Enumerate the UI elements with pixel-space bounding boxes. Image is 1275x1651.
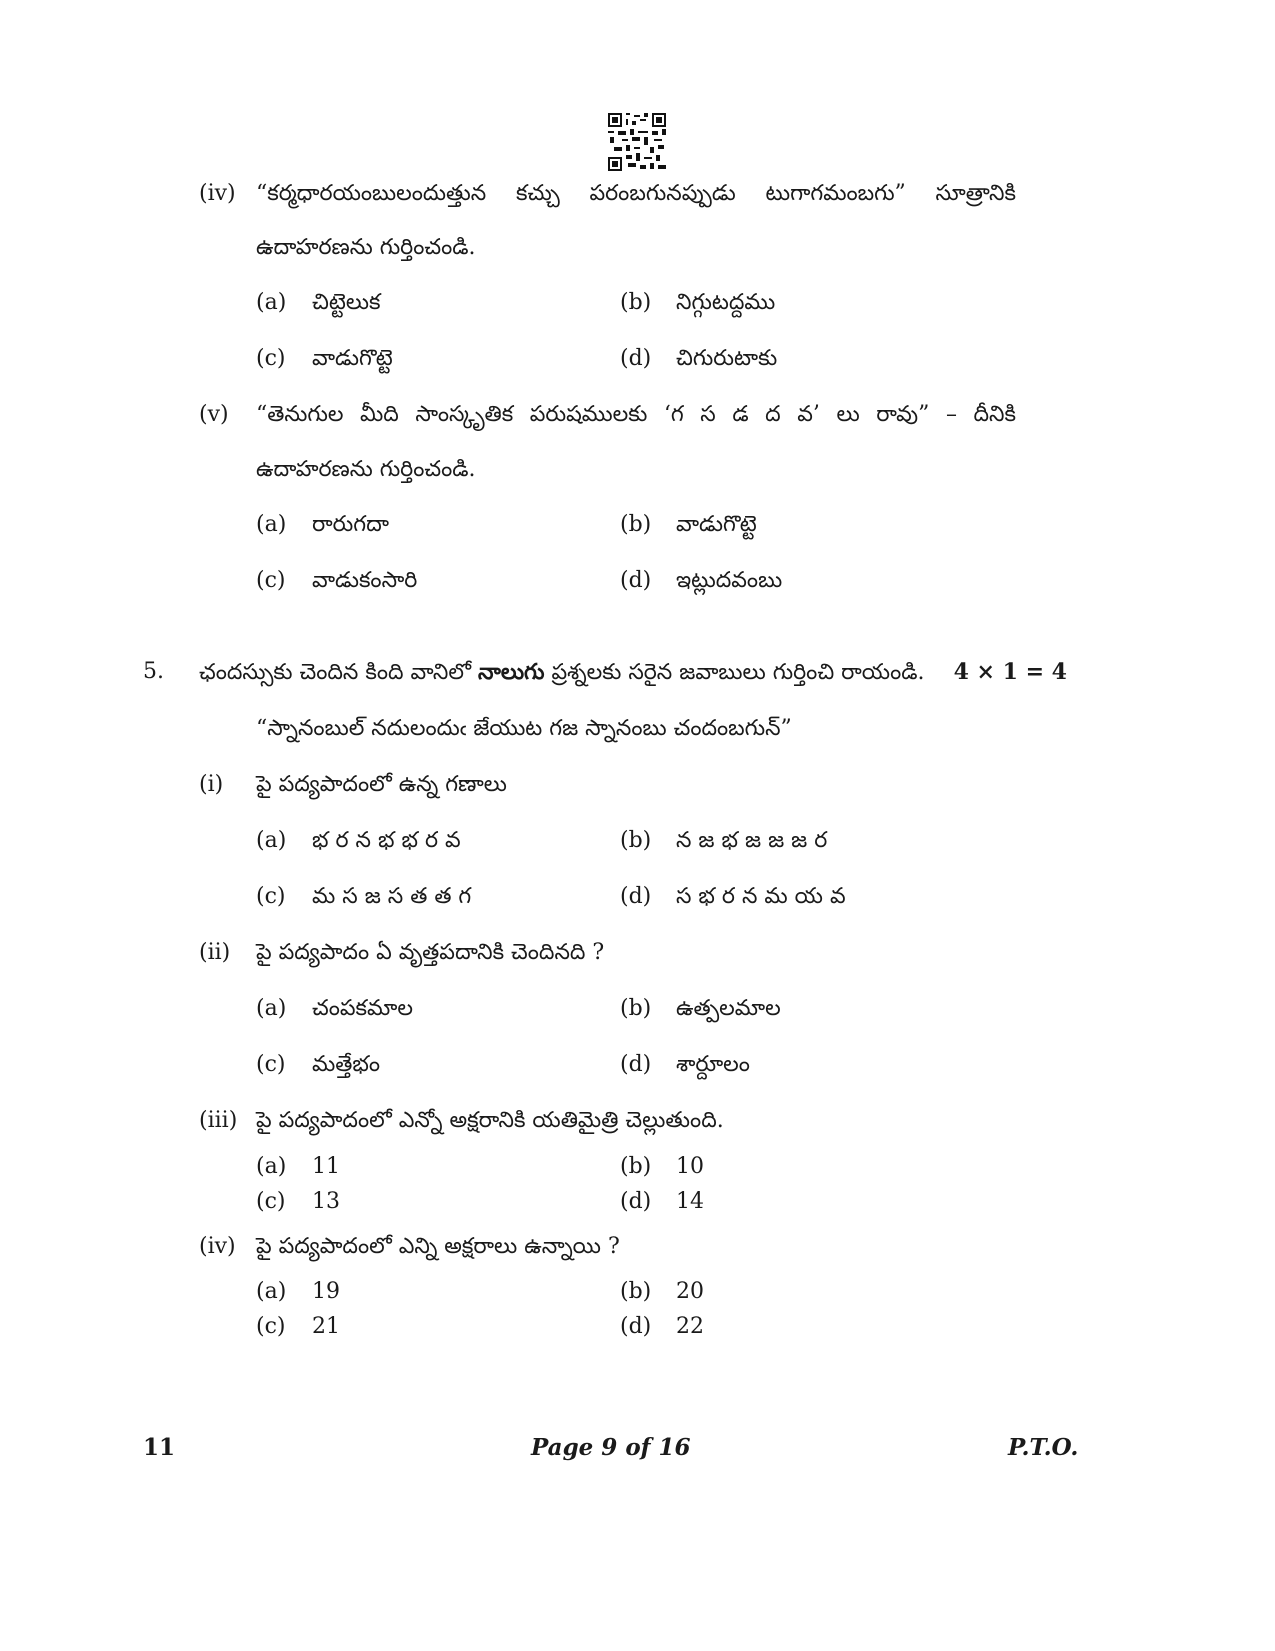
question-number: (iv) (199, 1234, 236, 1259)
option-text: చిగురుటాకు (676, 346, 778, 371)
option-text: న జ భ జ జ జ ర (676, 828, 828, 853)
option-label: (c) (256, 1189, 286, 1214)
question-text: పై పద్యపాదంలో ఉన్న గణాలు (256, 772, 507, 797)
paper-code: 11 (143, 1434, 176, 1461)
option-text: ఇట్లుదవంబు (676, 568, 783, 593)
question-text: ఉదాహరణను గుర్తించండి. (256, 235, 476, 260)
option-text: భ ర న భ భ ర వ (312, 828, 461, 853)
option-text: 11 (312, 1154, 340, 1179)
question-number: (ii) (199, 940, 231, 965)
question-text: ఉదాహరణను గుర్తించండి. (256, 457, 476, 482)
option-label: (b) (620, 828, 652, 853)
question-text: “కర్మధారయంబులందుత్తున కచ్చు పరంబగునప్పుడు టుగాగమంబగు” సూత్రానికి (256, 181, 1016, 206)
option-text: ఉత్పలమాల (676, 996, 781, 1021)
option-text: 19 (312, 1279, 340, 1304)
option-text: 21 (312, 1314, 340, 1339)
option-label: (d) (620, 1189, 652, 1214)
option-text: శార్దూలం (676, 1052, 750, 1077)
option-label: (b) (620, 1154, 652, 1179)
option-label: (c) (256, 568, 286, 593)
option-label: (a) (256, 290, 287, 315)
option-text: 10 (676, 1154, 704, 1179)
option-text: నిగ్గుటద్దము (676, 290, 776, 315)
option-label: (c) (256, 884, 286, 909)
verse-line: “స్నానంబుల్ నదులందుఁ జేయుట గజ స్నానంబు చందంబగున్” (256, 716, 792, 741)
marks-label: 4 × 1 = 4 (953, 659, 1067, 685)
option-text: మత్తేభం (312, 1052, 381, 1077)
option-text: వాడుకంసారి (312, 568, 418, 593)
option-label: (a) (256, 1154, 287, 1179)
option-label: (d) (620, 568, 652, 593)
emphasis-text: నాలుగు (477, 659, 545, 685)
option-text: వాడుగొట్టె (676, 512, 757, 537)
option-label: (b) (620, 290, 652, 315)
question-number: (iv) (199, 181, 236, 206)
option-text: చంపకమాల (312, 996, 413, 1021)
question-text: ఛందస్సుకు చెందిన కింది వానిలో నాలుగు ప్రశ్నలకు సరైన జవాబులు గుర్తించి రాయండి. (199, 659, 925, 685)
option-text: 20 (676, 1279, 704, 1304)
option-label: (a) (256, 996, 287, 1021)
option-text: స భ ర న మ య వ (676, 884, 846, 909)
option-label: (a) (256, 512, 287, 537)
option-text: 22 (676, 1314, 704, 1339)
question-text: పై పద్యపాదం ఏ వృత్తపదానికి చెందినది ? (256, 940, 605, 965)
page-number: Page 9 of 16 (531, 1434, 691, 1461)
option-text: వాడుగొట్టె (312, 346, 393, 371)
option-text: రారుగదా (312, 512, 389, 537)
option-text: చిట్టెలుక (312, 290, 381, 315)
question-number: (v) (199, 402, 229, 427)
option-text: 13 (312, 1189, 340, 1214)
option-label: (d) (620, 1314, 652, 1339)
option-label: (b) (620, 512, 652, 537)
option-label: (b) (620, 996, 652, 1021)
option-label: (c) (256, 1052, 286, 1077)
option-label: (b) (620, 1279, 652, 1304)
question-text: పై పద్యపాదంలో ఎన్నో అక్షరానికి యతిమైత్రి చెల్లుతుంది. (256, 1108, 724, 1133)
option-label: (c) (256, 1314, 286, 1339)
question-number: 5. (143, 659, 164, 684)
option-label: (c) (256, 346, 286, 371)
question-number: (iii) (199, 1108, 238, 1133)
qr-code-icon (608, 113, 666, 171)
option-label: (a) (256, 828, 287, 853)
option-label: (d) (620, 1052, 652, 1077)
question-number: (i) (199, 772, 224, 797)
question-text: “తెనుగుల మీది సాంస్కృతిక పరుషములకు ‘గ స డ ద వ’ లు రావు” – దీనికి (256, 402, 1016, 427)
option-text: మ స జ స త త గ (312, 884, 472, 909)
option-label: (d) (620, 346, 652, 371)
option-text: 14 (676, 1189, 704, 1214)
question-text: పై పద్యపాదంలో ఎన్ని అక్షరాలు ఉన్నాయి ? (256, 1234, 620, 1259)
option-label: (a) (256, 1279, 287, 1304)
option-label: (d) (620, 884, 652, 909)
pto-label: P.T.O. (1008, 1434, 1079, 1461)
